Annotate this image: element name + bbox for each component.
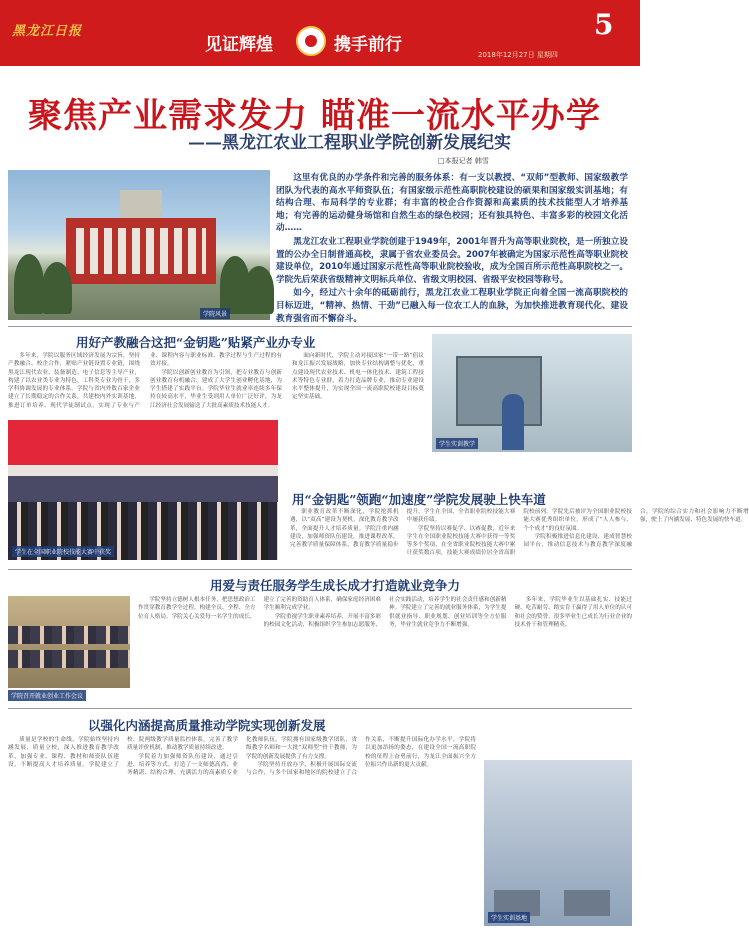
lab-machine bbox=[456, 356, 542, 426]
campus-photo-caption: 学院风景 bbox=[200, 308, 230, 319]
masthead bbox=[0, 0, 640, 66]
section-paragraph: 多年来，学院毕业生以基础扎实、技能过硬、吃苦耐劳、踏实肯干赢得了用人单位的认可和社会的赞誉，很多毕业生已成长为行业企业的技术骨干和管理精英。 bbox=[514, 597, 632, 628]
section-paragraph: 学院坚持开放办学，积极开展国际交流与合作，与多个国家和地区的院校建立了合作关系，不断提升国际化办学水平。学院将以更加昂扬的姿态，在建设全国一流高职院校的征程上奋勇前行，为龙江全面振兴全方位振兴作出新的更大贡献。 bbox=[246, 737, 476, 777]
tree bbox=[42, 262, 72, 314]
section-divider bbox=[8, 708, 632, 709]
intro-paragraph: 这里有优良的办学条件和完善的服务体系：有一支以教授、“双师”型教师、国家级教学团队为代表的高水平师资队伍；有国家级示范性高职院校建设的硕果和国家级实训基地；有结构合理、布局科学的专业群；有丰富的校企合作资源和高素质的技术技能型人才培养基地；有完善的运动健身场馆和自然生态的绿色校园；还有独具特色、丰富多彩的校园文化活动…… bbox=[276, 173, 628, 234]
intro-paragraph: 黑龙江农业工程职业学院创建于1949年，2001年晋升为高等职业院校，是一所独立设置的公办全日制普通高校，隶属于省农业委员会。2007年被确定为国家示范性高等职业院校建设单位，2010年通过国家示范性高等职业院校验收，成为全国百所示范性高职院校之一。学院先后荣获省级精神文明标兵单位、省级文明校园、省级平安校园等称号。 bbox=[276, 236, 628, 285]
article-intro bbox=[276, 172, 628, 326]
byline: □本报记者 韩雪 bbox=[438, 157, 489, 165]
tree bbox=[244, 266, 274, 314]
section-paragraph: 职业教育改革不断深化，学院抢抓机遇，以“双高”建设为契机，深化教育教学改革，全面提升人才培养质量。学院注重内涵建设，加强师资队伍建设，推进课程改革，完善教学质量保障体系，教育教学质量稳步提升，学生在全国、全省职业院校技能大赛中屡获佳绩。 bbox=[290, 509, 516, 549]
classroom-photo bbox=[484, 760, 632, 926]
section-title-4: 以强化内涵提高质量推动学院实现创新发展 bbox=[88, 718, 326, 733]
anniversary-emblem-icon bbox=[296, 26, 326, 56]
campus-photo bbox=[8, 170, 270, 320]
slogan-left: 见证辉煌 bbox=[205, 35, 273, 55]
section-paragraph: 学院重视学生职业素养培养，开展丰富多彩的校园文化活动，积极组织学生参加志愿服务、社会实践活动，培养学生的社会责任感和创新精神。学院建立了完善的就业服务体系，为学生提供就业指导、职业规划、创业培训等全方位服务，毕业生就业竞争力不断增强。 bbox=[263, 597, 507, 628]
section-divider bbox=[8, 569, 632, 570]
section-body-4 bbox=[8, 736, 476, 926]
section-paragraph: 学院坚持立德树人根本任务，把思想政治工作贯穿教育教学全过程，构建全员、全程、全方位育人格局。学院关心关爱每一名学生的成长，建立了完善的资助育人体系，确保家庭经济困难学生顺利完成学业。 bbox=[138, 597, 381, 620]
lab-photo-caption: 学生实训教学 bbox=[436, 438, 478, 449]
section-paragraph: 面向新时代，学院主动对接国家“一带一路”倡议和龙江振兴发展战略，加快专业结构调整与优化，重点建设现代农业技术、机电一体化技术、建筑工程技术等特色专业群，着力打造品牌专业，推动专业建设水平整体提升，为实现全国一流高职院校建设目标奠定坚实基础。 bbox=[292, 353, 424, 401]
section-body-3 bbox=[138, 596, 632, 698]
audience-row bbox=[8, 650, 130, 668]
classroom-desk bbox=[564, 890, 610, 916]
section-paragraph: 多年来，学院以服务区域经济发展为宗旨，坚持产教融合、校企合作，紧贴产业链设置专业链，围绕黑龙江现代农业、装备制造、电子信息等主导产业，构建了以农业类专业为特色，工科类专业为骨干，多学科协调发展的专业体系。学院与省内外数百家企业建立了长期稳定的合作关系，共建校内外实训基地，推进订单培养、现代学徒制试点，实现了专业与产业、课程内容与职业标准、教学过程与生产过程的有效对接。 bbox=[8, 353, 282, 409]
tree bbox=[14, 254, 44, 314]
newspaper-logo: 黑龙江日报 bbox=[12, 24, 83, 39]
section-paragraph: 质量是学校的生命线。学院始终坚持内涵发展、质量立校，深入推进教育教学改革，加强专业、课程、教材和师资队伍建设，不断提高人才培养质量。学院建立了校、院两级教学质量监控体系，完善了教学质量评价机制，推动教学质量持续改进。 bbox=[8, 737, 238, 768]
page-subheadline: ——黑龙江农业工程职业学院创新发展纪实 bbox=[188, 133, 511, 153]
section-title-1: 用好产教融合这把“金钥匙”贴紧产业办专业 bbox=[76, 335, 316, 350]
section-title-2: 用“金钥匙”领跑“加速度”学院发展驶上快车道 bbox=[292, 492, 546, 507]
section-paragraph: 学院坚持以赛促学、以赛促教，近年来学生在全国职业院校技能大赛中获得一等奖等多个奖项，在全省职业院校技能大赛中累计获奖数百项，技能大赛成绩位居全省高职院校前列。学院先后被评为全国职业院校技能大赛优秀组织单位，形成了“人人参与、个个成才”的良好氛围。 bbox=[406, 509, 632, 557]
lab-photo bbox=[432, 334, 632, 452]
student-figure bbox=[502, 394, 524, 450]
award-photo-caption: 学生在全国职业院校技能大赛中获奖 bbox=[12, 546, 114, 557]
date-line: 2018年12月27日 星期四 bbox=[478, 51, 558, 59]
section-body-2 bbox=[290, 508, 749, 564]
section-paragraph: 学院着力加强师资队伍建设，通过引进、培养等方式，打造了一支师德高尚、业务精湛、结构合理、充满活力的高素质专业化教师队伍。学院拥有国家级教学团队、省级教学名师和一大批“双师型”骨干教师，为学院的创新发展提供了有力支撑。 bbox=[127, 737, 357, 777]
intro-paragraph: 如今，经过六十余年的砥砺前行，黑龙江农业工程职业学院正向着全国一流高职院校的目标迈进，“精神、热情、干劲”已融入每一位农工人的血脉，为加快推进教育现代化、建设教育强省而不懈奋斗。 bbox=[276, 288, 628, 324]
award-photo bbox=[8, 420, 278, 560]
meeting-photo bbox=[8, 596, 130, 688]
classroom-photo-caption: 学生实训基地 bbox=[488, 912, 530, 923]
slogan-right: 携手前行 bbox=[334, 35, 402, 55]
section-paragraph: 学院以创新创业教育为引领，把专业教育与创新创业教育有机融合，建成了大学生创业孵化基地，为学生搭建了实践平台。学院毕业生就业率连续多年保持在较高水平，毕业生受到用人单位广泛好评，为龙江经济社会发展输送了大批高素质技术技能人才。 bbox=[150, 369, 282, 409]
audience-row bbox=[8, 626, 130, 644]
page-number: 5 bbox=[594, 8, 614, 41]
section-paragraph: 学院积极推进信息化建设，建成智慧校园平台，推动信息技术与教育教学深度融合，学院的综合实力和社会影响力不断增强，驶上了内涵发展、特色发展的快车道。 bbox=[523, 509, 749, 549]
meeting-photo-caption: 学院召开就业创业工作会议 bbox=[8, 690, 86, 701]
section-title-3: 用爱与责任服务学生成长成才打造就业竞争力 bbox=[210, 578, 461, 593]
section-divider bbox=[8, 326, 632, 327]
campus-building bbox=[66, 218, 216, 284]
page-headline: 聚焦产业需求发力 瞄准一流水平办学 bbox=[28, 96, 601, 136]
section-body-1 bbox=[8, 352, 424, 416]
